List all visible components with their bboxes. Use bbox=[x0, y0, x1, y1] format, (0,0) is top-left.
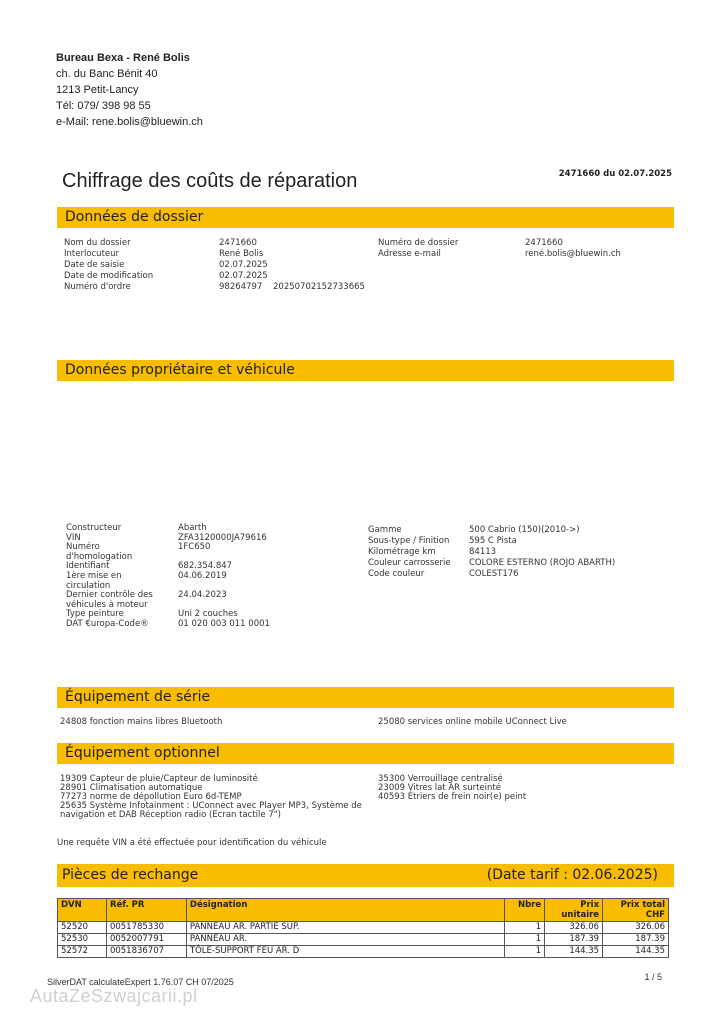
tariff-date: (Date tarif : 02.06.2025) bbox=[486, 867, 658, 883]
cell-total-price: 144.35 bbox=[603, 946, 669, 958]
section-header-optional-equipment: Équipement optionnel bbox=[57, 743, 674, 764]
vin-request-note: Une requête VIN a été effectuée pour identification du véhicule bbox=[57, 838, 327, 848]
column-header: Prix total CHF bbox=[603, 899, 669, 922]
field-value: Abarth bbox=[178, 523, 207, 533]
vehicle-left-fields bbox=[66, 524, 270, 630]
vehicle-right-fields bbox=[368, 525, 615, 580]
field-row bbox=[64, 249, 365, 260]
sender-name: Bureau Bexa - René Bolis bbox=[56, 52, 190, 64]
optional-equipment-item: 28901 Climatisation automatique bbox=[60, 783, 203, 793]
column-header: DVN bbox=[58, 899, 107, 922]
field-value: 24.04.2023 bbox=[178, 590, 227, 601]
cell-dvn: 52520 bbox=[58, 922, 107, 934]
field-value: ZFA3120000JA79616 bbox=[178, 532, 267, 543]
field-label: Date de saisie bbox=[64, 260, 125, 270]
document-title: Chiffrage des coûts de réparation bbox=[62, 170, 358, 192]
field-label: 1ère mise en circulation bbox=[66, 570, 122, 591]
cell-designation: PANNEAU AR. bbox=[186, 934, 504, 946]
field-label: Dernier contrôle des véhicules à moteur bbox=[66, 590, 153, 610]
field-value: 02.07.2025 bbox=[219, 271, 268, 281]
cell-unit-price: 187.39 bbox=[545, 934, 603, 946]
field-row bbox=[368, 525, 615, 536]
field-value: 84113 bbox=[469, 547, 497, 557]
field-label: Numéro de dossier bbox=[378, 238, 459, 248]
field-row bbox=[368, 547, 615, 558]
standard-equipment-item: 25080 services online mobile UConnect Live bbox=[378, 717, 567, 727]
cell-quantity: 1 bbox=[505, 946, 545, 958]
cell-ref: 0051785330 bbox=[106, 922, 186, 934]
column-header: Prix unitaire bbox=[545, 899, 603, 922]
cell-ref: 0052007791 bbox=[106, 934, 186, 946]
field-label: Interlocuteur bbox=[64, 249, 120, 259]
field-value: 2471660 bbox=[219, 238, 257, 248]
cell-quantity: 1 bbox=[505, 934, 545, 946]
field-label: VIN bbox=[66, 532, 81, 543]
parts-table-header bbox=[58, 899, 669, 922]
field-value: 04.06.2019 bbox=[178, 570, 227, 581]
field-value: Uni 2 couches bbox=[178, 609, 238, 620]
cell-total-price: 326.06 bbox=[603, 922, 669, 934]
field-row bbox=[66, 591, 270, 610]
field-label: Code couleur bbox=[368, 569, 425, 579]
sender-address-block bbox=[56, 50, 203, 130]
standard-equipment-item: 24808 fonction mains libres Bluetooth bbox=[60, 717, 223, 727]
table-row bbox=[58, 946, 669, 958]
field-value: 682.354.847 bbox=[178, 561, 233, 572]
field-row bbox=[64, 260, 365, 271]
field-row bbox=[66, 572, 270, 591]
field-label: Adresse e-mail bbox=[378, 249, 441, 259]
optional-equipment-right-list bbox=[378, 775, 526, 802]
document-reference: 2471660 du 02.07.2025 bbox=[558, 169, 672, 179]
parts-heading: Pièces de rechange bbox=[62, 867, 199, 883]
field-row bbox=[378, 249, 621, 260]
field-label: Numéro d'ordre bbox=[64, 282, 131, 292]
table-row bbox=[58, 934, 669, 946]
table-row bbox=[58, 922, 669, 934]
optional-equipment-item: 77273 norme de dépollution Euro 6d-TEMP bbox=[60, 792, 242, 802]
sender-email: e-Mail: rene.bolis@bluewin.ch bbox=[56, 116, 203, 128]
section-header-parts bbox=[57, 864, 674, 887]
column-header: Réf. PR bbox=[106, 899, 186, 922]
field-row bbox=[66, 543, 270, 562]
software-footer: SilverDAT calculateExpert 1.76.07 CH 07/2025 bbox=[47, 977, 234, 987]
watermark: AutaZeSzwajcarii.pl bbox=[30, 986, 198, 1006]
sender-street: ch. du Banc Bénit 40 bbox=[56, 68, 158, 80]
field-row bbox=[368, 558, 615, 569]
field-value: 1FC650 bbox=[178, 542, 211, 553]
field-label: Gamme bbox=[368, 525, 402, 535]
field-value: 02.07.2025 bbox=[219, 260, 268, 270]
field-value: René Bolis bbox=[219, 249, 264, 259]
cell-unit-price: 144.35 bbox=[545, 946, 603, 958]
dossier-left-fields bbox=[64, 238, 365, 293]
field-value: 595 C Pista bbox=[469, 536, 517, 546]
optional-equipment-item: 40593 Étriers de frein noir(e) peint bbox=[378, 792, 527, 802]
field-row bbox=[66, 620, 270, 630]
cell-designation: PANNEAU AR. PARTIE SUP. bbox=[186, 922, 504, 934]
cell-ref: 0051836707 bbox=[106, 946, 186, 958]
field-value: COLORE ESTERNO (ROJO ABARTH) bbox=[469, 558, 616, 568]
sender-city: 1213 Petit-Lancy bbox=[56, 84, 139, 96]
cell-quantity: 1 bbox=[505, 922, 545, 934]
field-label: Sous-type / Finition bbox=[368, 536, 450, 546]
field-value: 01 020 003 011 0001 bbox=[178, 618, 270, 629]
field-label: Identifiant bbox=[66, 561, 110, 572]
field-row bbox=[368, 536, 615, 547]
dossier-right-fields bbox=[378, 238, 621, 260]
field-value: COLEST176 bbox=[469, 569, 519, 579]
column-header: Nbre bbox=[505, 899, 545, 922]
optional-equipment-left-list bbox=[60, 775, 362, 820]
parts-table bbox=[57, 898, 669, 958]
field-row bbox=[378, 238, 621, 249]
field-label: Kilométrage km bbox=[368, 547, 436, 557]
cell-total-price: 187.39 bbox=[603, 934, 669, 946]
field-row bbox=[64, 271, 365, 282]
section-header-standard-equipment: Équipement de série bbox=[57, 687, 674, 708]
field-row bbox=[64, 238, 365, 249]
field-value: 2471660 bbox=[525, 238, 563, 248]
field-label: Couleur carrosserie bbox=[368, 558, 451, 568]
section-header-dossier: Données de dossier bbox=[57, 207, 674, 228]
sender-phone: Tél: 079/ 398 98 55 bbox=[56, 100, 151, 112]
optional-equipment-item: 35300 Verrouillage centralisé bbox=[378, 774, 503, 784]
cell-designation: TÔLE-SUPPORT FEU AR. D bbox=[186, 946, 504, 958]
field-value: 98264797 bbox=[219, 282, 263, 292]
cell-unit-price: 326.06 bbox=[545, 922, 603, 934]
field-row bbox=[64, 282, 365, 293]
page-number: 1 / 5 bbox=[644, 972, 662, 982]
field-label: Type peinture bbox=[66, 609, 124, 620]
field-value-secondary: 20250702152733665 bbox=[273, 282, 365, 292]
field-label: Constructeur bbox=[66, 523, 122, 533]
field-label: DAT €uropa-Code® bbox=[66, 618, 149, 629]
field-value: 500 Cabrio (150)(2010->) bbox=[469, 525, 580, 535]
section-header-vehicle: Données propriétaire et véhicule bbox=[57, 360, 674, 381]
optional-equipment-item: navigation et DAB Réception radio (Ecran tactile 7") bbox=[60, 810, 281, 820]
field-label: Date de modification bbox=[64, 271, 154, 281]
field-label: Nom du dossier bbox=[64, 238, 131, 248]
field-value: rené.bolis@bluewin.ch bbox=[525, 249, 621, 259]
column-header: Désignation bbox=[186, 899, 504, 922]
cell-dvn: 52530 bbox=[58, 934, 107, 946]
cell-dvn: 52572 bbox=[58, 946, 107, 958]
optional-equipment-item: 23009 Vitres lat AR surteinté bbox=[378, 783, 501, 793]
optional-equipment-item: 19309 Capteur de pluie/Capteur de luminosité bbox=[60, 774, 258, 784]
field-label: Numéro d'homologation bbox=[66, 542, 133, 562]
optional-equipment-item: 25635 Système Infotainment : UConnect avec Player MP3, Système de bbox=[60, 801, 362, 811]
field-row bbox=[368, 569, 615, 580]
